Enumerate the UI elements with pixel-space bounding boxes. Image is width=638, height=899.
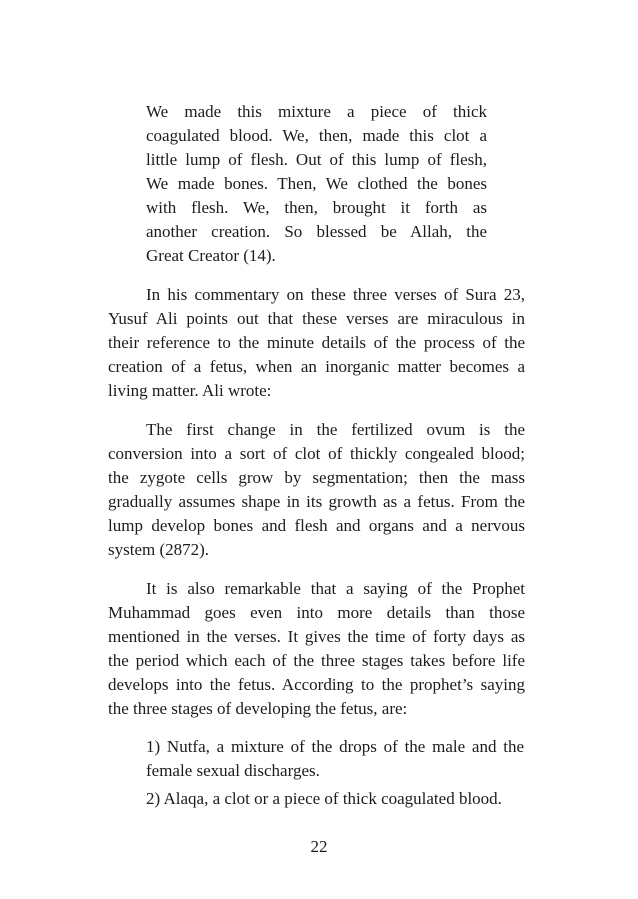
paragraph-line: In his commentary on these three verses of Sura 23, xyxy=(146,285,525,304)
list-item-line: 2) Alaqa, a clot or a piece of thick coagulated blood. xyxy=(146,789,502,808)
paragraph-line: lump develop bones and flesh and organs and a nervous xyxy=(108,516,525,535)
paragraph-line: gradually assumes shape in its growth as a fetus. From the xyxy=(108,492,525,511)
paragraph-line: creation of a fetus, when an inorganic matter becomes a xyxy=(108,357,525,376)
paragraph-line: their reference to the minute details of the process of the xyxy=(108,333,525,352)
quote-line: with flesh. We, then, brought it forth as xyxy=(146,198,487,217)
quote-line: We made bones. Then, We clothed the bones xyxy=(146,174,487,193)
list-item-line: 1) Nutfa, a mixture of the drops of the male and the xyxy=(146,737,524,756)
paragraph-line: Muhammad goes even into more details than those xyxy=(108,603,525,622)
paragraph-line: conversion into a sort of clot of thickly congealed blood; xyxy=(108,444,525,463)
paragraph-line: Yusuf Ali points out that these verses are miraculous in xyxy=(108,309,525,328)
paragraph-line: the three stages of developing the fetus, are: xyxy=(108,699,408,718)
quote-line: We made this mixture a piece of thick xyxy=(146,102,487,121)
paragraph-line: the period which each of the three stages takes before life xyxy=(108,651,525,670)
list-item-line: female sexual discharges. xyxy=(146,761,320,780)
paragraph-line: mentioned in the verses. It gives the time of forty days as xyxy=(108,627,525,646)
paragraph-line: develops into the fetus. According to the prophet’s saying xyxy=(108,675,525,694)
paragraph-line: system (2872). xyxy=(108,540,210,559)
quote-line: another creation. So blessed be Allah, the xyxy=(146,222,487,241)
paragraph-line: living matter. Ali wrote: xyxy=(108,381,272,400)
quote-line: little lump of flesh. Out of this lump of flesh, xyxy=(146,150,487,169)
paragraph-line: the zygote cells grow by segmentation; then the mass xyxy=(108,468,525,487)
page-number: 22 xyxy=(310,837,328,856)
paragraph-line: It is also remarkable that a saying of the Prophet xyxy=(146,579,525,598)
quote-line: Great Creator (14). xyxy=(146,246,276,265)
paragraph-line: The first change in the fertilized ovum is the xyxy=(146,420,525,439)
quote-line: coagulated blood. We, then, made this clot a xyxy=(146,126,487,145)
